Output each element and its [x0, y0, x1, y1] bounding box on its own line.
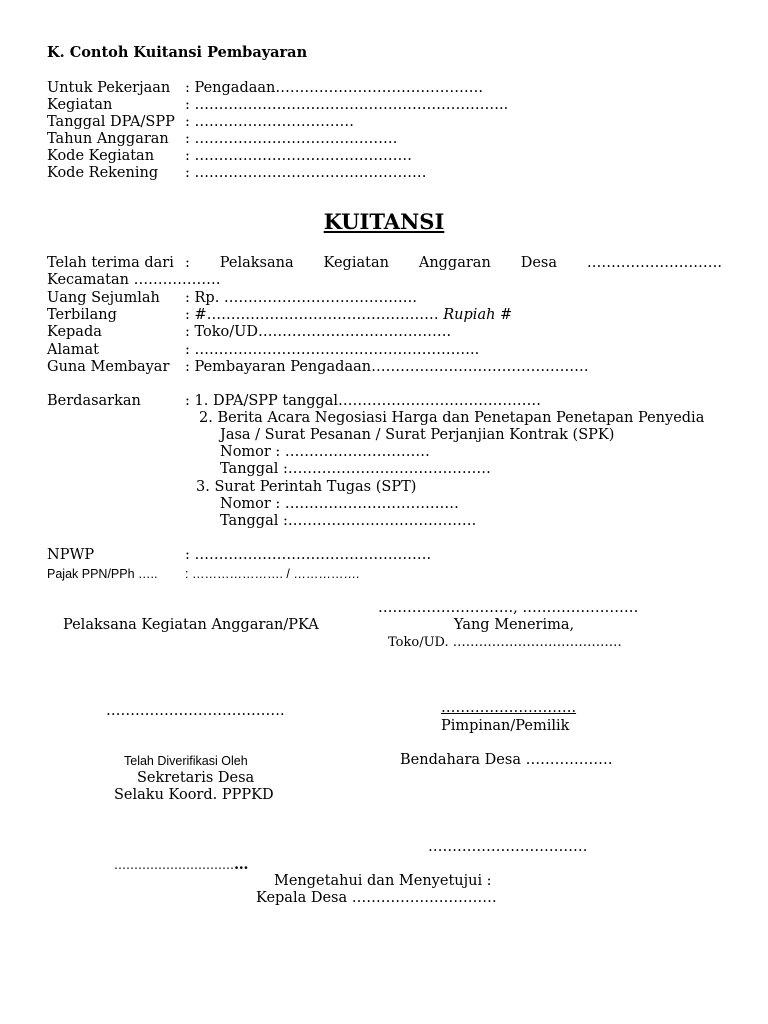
field-value-kepada: : Toko/UD…………………………………. — [185, 324, 452, 340]
field-value-uang-sejumlah: : Rp. …………………………………. — [185, 290, 418, 306]
village-head-line: Kepala Desa ………………………… — [256, 890, 497, 906]
telah-terima-value — [185, 255, 722, 272]
npwp-value: : …………………………………………. — [185, 547, 432, 563]
section-heading: K. Contoh Kuitansi Pembayaran — [47, 44, 308, 61]
field-value-tanggal-dpa: : …………………………… — [185, 114, 354, 130]
field-value-alamat: : ………………………………………………….. — [185, 342, 480, 358]
terbilang-dots: : #………………………………………… — [185, 307, 439, 323]
koord-title: Selaku Koord. PPPKD — [114, 787, 274, 803]
receiver-signature-name: ………………………. — [441, 700, 577, 716]
field-label-kegiatan: Kegiatan — [47, 97, 113, 113]
basis-item-2-nomor: Nomor : ………………………… — [220, 444, 430, 460]
kecamatan-line: Kecamatan ……………… — [47, 272, 221, 288]
receiver-role: Pimpinan/Pemilik — [441, 718, 570, 734]
field-label-kode-kegiatan: Kode Kegiatan — [47, 148, 155, 164]
basis-item-2-line1: 2. Berita Acara Negosiasi Harga dan Penetapan Penetapan Penyedia — [199, 410, 705, 426]
field-label-kode-rekening: Kode Rekening — [47, 165, 159, 181]
field-label-guna-membayar: Guna Membayar — [47, 359, 170, 375]
word: : — [185, 255, 190, 271]
treasurer-title: Bendahara Desa ……………… — [400, 752, 613, 768]
verified-by: Telah Diverifikasi Oleh — [124, 754, 248, 768]
document-title: KUITANSI — [323, 209, 445, 234]
field-label-tanggal-dpa: Tanggal DPA/SPP — [47, 114, 175, 130]
secretary-signature-name — [114, 856, 249, 874]
secretary-name-dots: ………………………… — [114, 858, 234, 872]
secretary-title: Sekretaris Desa — [137, 770, 255, 786]
field-value-tahun-anggaran: : …………………………………… — [185, 131, 398, 147]
pajak-value: : …………………. / ……………. — [185, 567, 360, 581]
secretary-name-suffix: … — [234, 856, 249, 873]
field-label-kepada: Kepada — [47, 324, 102, 340]
pajak-label: Pajak PPN/PPh ….. — [47, 567, 158, 581]
pka-signature-name: ………………………………. — [106, 703, 285, 719]
basis-item-3-nomor: Nomor : ……………………………… — [220, 496, 459, 512]
berdasarkan-label: Berdasarkan — [47, 393, 141, 409]
receiver-shop: Toko/UD. ………………………………… — [388, 635, 622, 650]
basis-item-1: : 1. DPA/SPP tanggal…………………………………… — [185, 393, 542, 409]
word: Anggaran — [418, 255, 491, 271]
pka-title: Pelaksana Kegiatan Anggaran/PKA — [63, 617, 319, 633]
word: Kegiatan — [323, 255, 389, 271]
basis-item-3-tanggal: Tanggal :………………………………… — [220, 513, 477, 529]
basis-item-2-tanggal: Tanggal :…………………………………… — [220, 461, 491, 477]
field-label-tahun-anggaran: Tahun Anggaran — [47, 131, 169, 147]
field-value-untuk-pekerjaan: : Pengadaan……………………………………. — [185, 80, 483, 96]
field-value-kode-kegiatan: : ……………………………………… — [185, 148, 412, 164]
field-label-terbilang: Terbilang — [47, 307, 117, 323]
place-date: ………………………., …………………… — [378, 600, 639, 616]
approval-title: Mengetahui dan Menyetujui : — [274, 873, 492, 889]
treasurer-signature-name: …………………………… — [428, 839, 588, 855]
word: Pelaksana — [219, 255, 294, 271]
field-value-terbilang — [185, 307, 512, 324]
receiver-title: Yang Menerima, — [453, 617, 575, 633]
field-value-kegiatan: : ……………………………………………………….. — [185, 97, 509, 113]
field-label-alamat: Alamat — [47, 342, 99, 358]
npwp-label: NPWP — [47, 547, 95, 563]
basis-item-3: 3. Surat Perintah Tugas (SPT) — [196, 479, 417, 495]
field-value-guna-membayar: : Pembayaran Pengadaan……………………………………… — [185, 359, 589, 375]
field-value-kode-rekening: : ………………………………………… — [185, 165, 427, 181]
basis-item-2-line2: Jasa / Surat Pesanan / Surat Perjanjian Kontrak (SPK) — [220, 427, 615, 443]
telah-terima-label: Telah terima dari — [47, 255, 174, 271]
terbilang-suffix: Rupiah # — [443, 307, 513, 323]
field-label-uang-sejumlah: Uang Sejumlah — [47, 290, 160, 306]
word: ………………………. — [586, 255, 722, 271]
word: Desa — [520, 255, 557, 271]
field-label-untuk-pekerjaan: Untuk Pekerjaan — [47, 80, 171, 96]
